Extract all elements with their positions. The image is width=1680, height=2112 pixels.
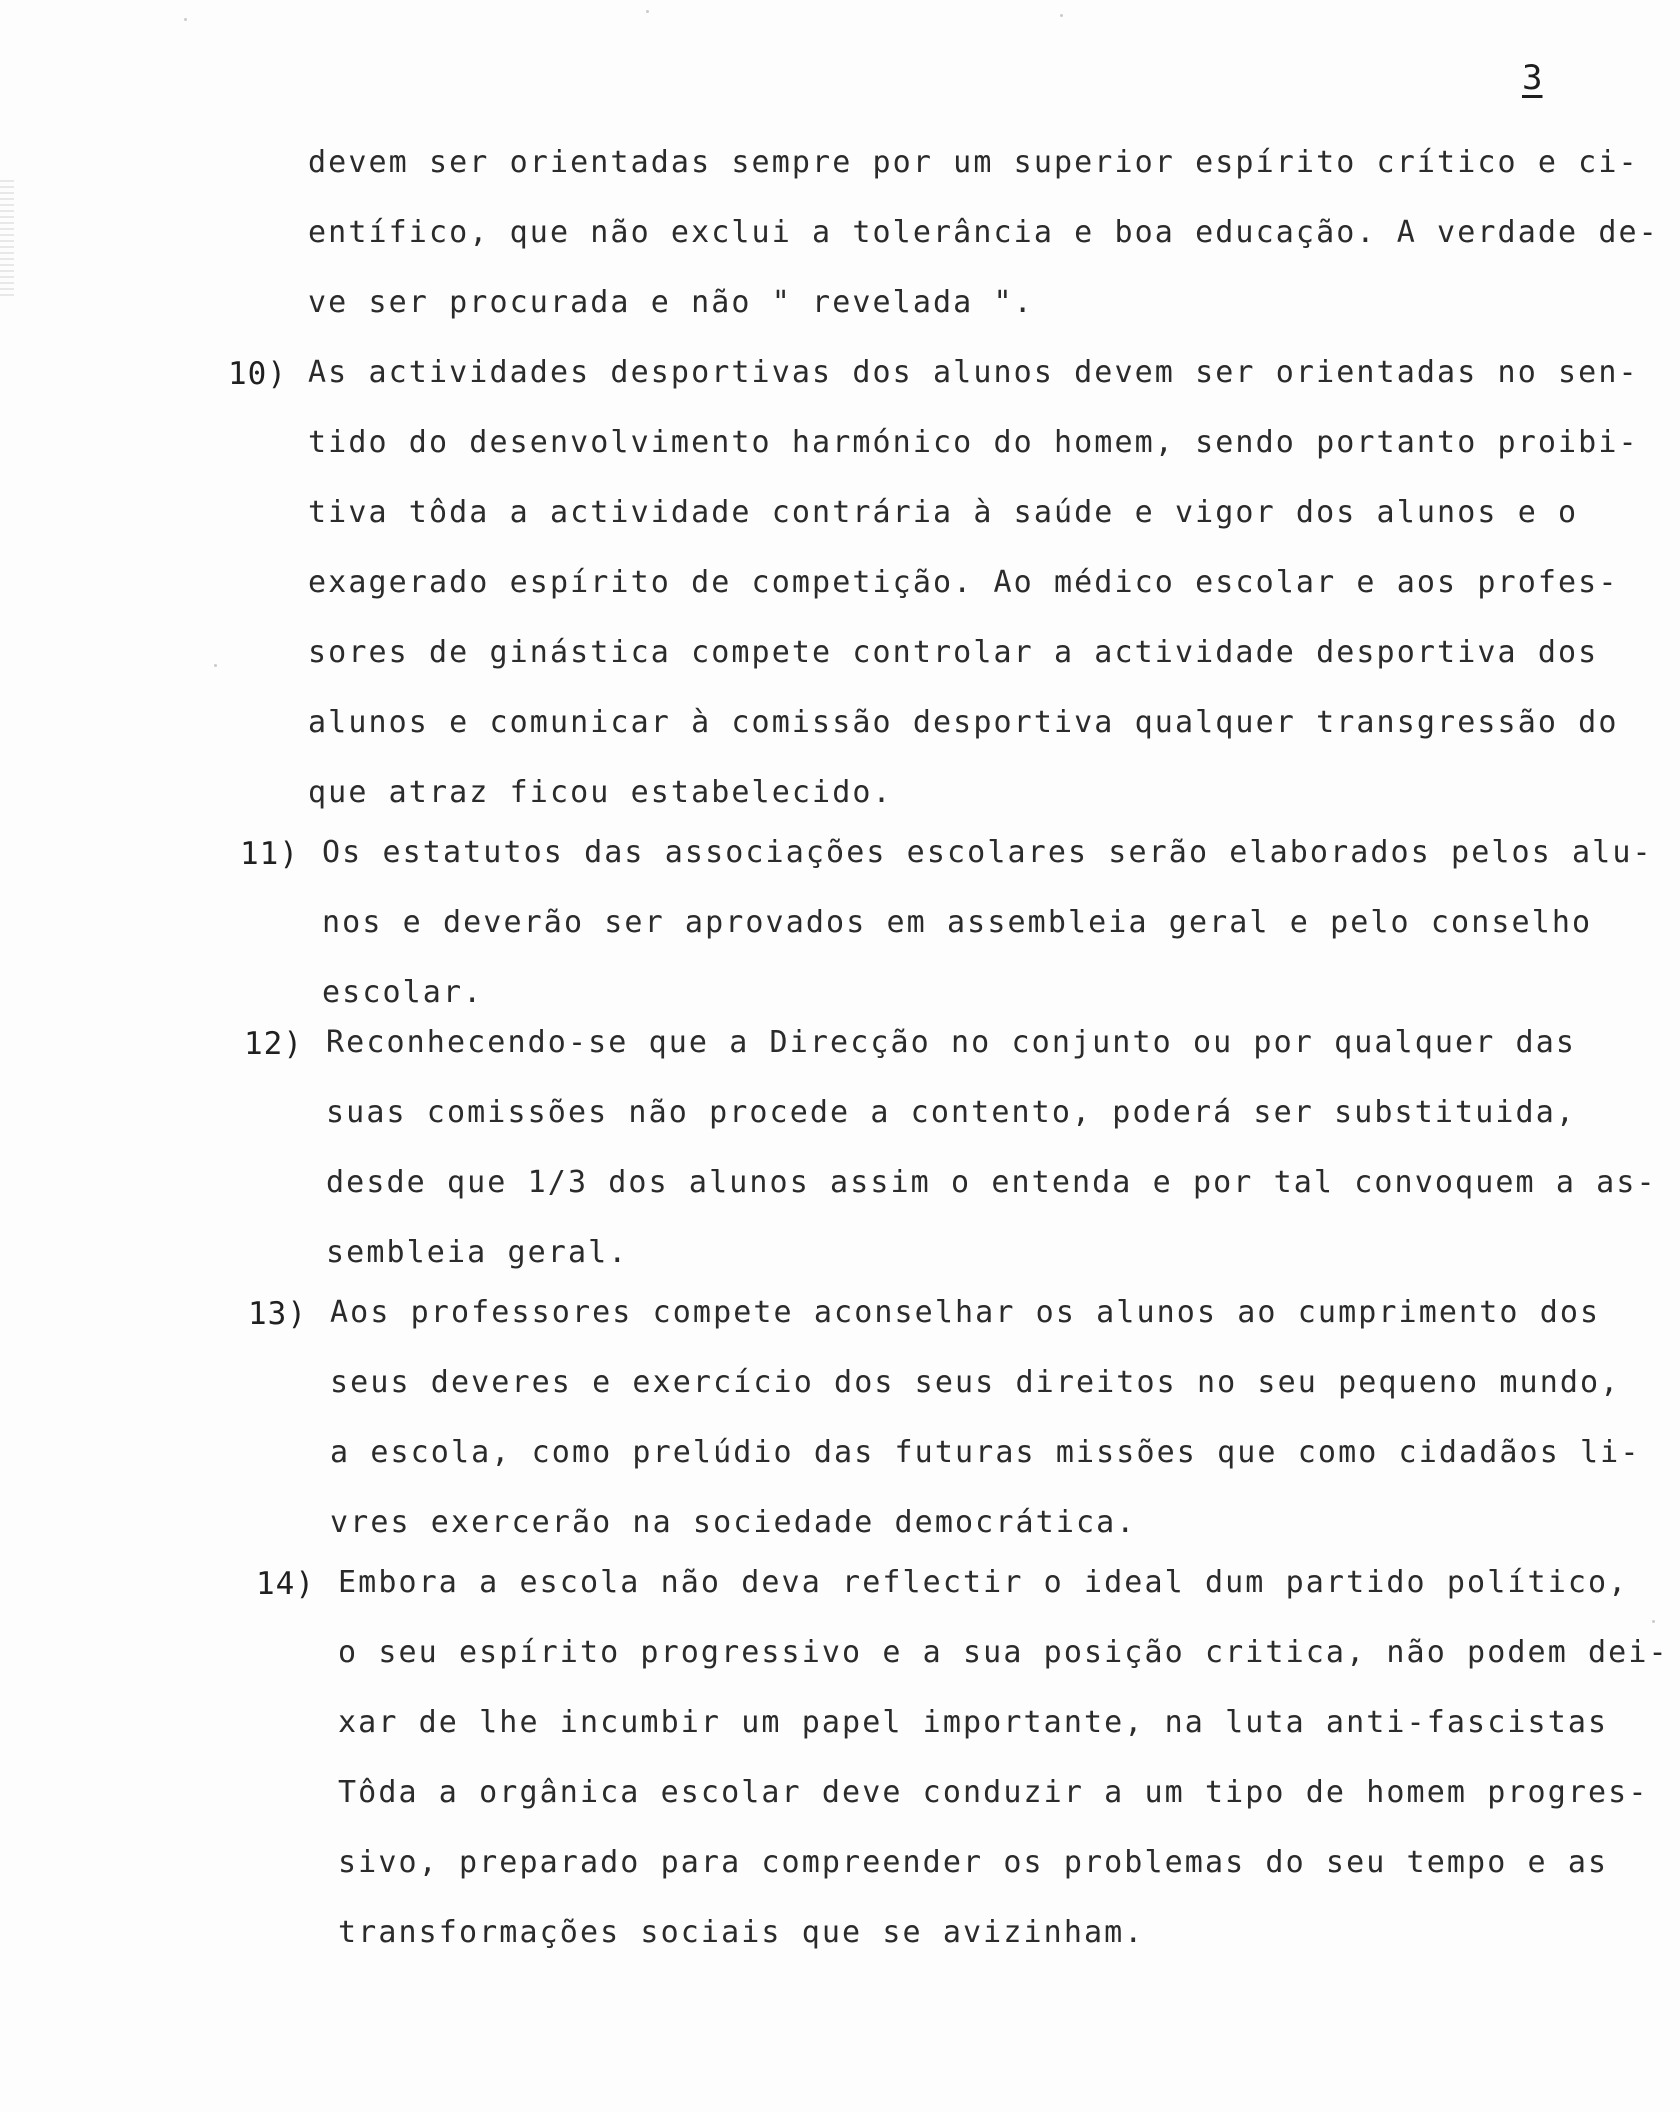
text-line: o seu espírito progressivo e a sua posição critica, não podem dei- xyxy=(338,1635,1669,1670)
scan-speck xyxy=(646,10,649,13)
text-line: vres exercerão na sociedade democrática. xyxy=(330,1505,1137,1540)
text-line: sembleia geral. xyxy=(326,1235,629,1270)
page-number: 3 xyxy=(1522,58,1543,98)
item-body xyxy=(326,1008,1657,1288)
text-line: tiva tôda a actividade contrária à saúde e vigor dos alunos e o xyxy=(308,495,1579,530)
scan-speck xyxy=(184,18,187,21)
text-line: suas comissões não procede a contento, poderá ser substituida, xyxy=(326,1095,1577,1130)
text-line: desde que 1/3 dos alunos assim o entenda e por tal convoquem a as- xyxy=(326,1165,1657,1200)
text-line: sivo, preparado para compreender os problemas do seu tempo e as xyxy=(338,1845,1609,1880)
item-body xyxy=(330,1278,1650,1558)
item-number: 12) xyxy=(244,1026,303,1062)
text-line: sores de ginástica compete controlar a actividade desportiva dos xyxy=(308,635,1599,670)
text-line: alunos e comunicar à comissão desportiva qualquer transgressão do xyxy=(308,705,1619,740)
text-line: Aos professores compete aconselhar os alunos ao cumprimento dos xyxy=(330,1295,1601,1330)
scan-speck xyxy=(1060,14,1063,17)
text-line: xar de lhe incumbir um papel importante, na luta anti-fascistas xyxy=(338,1705,1609,1740)
text-line: devem ser orientadas sempre por um superior espírito crítico e ci- xyxy=(308,145,1639,180)
text-line: Reconhecendo-se que a Direcção no conjunto ou por qualquer das xyxy=(326,1025,1577,1060)
item-number: 10) xyxy=(228,356,287,392)
continuation-paragraph xyxy=(308,128,1659,338)
text-line: escolar. xyxy=(322,975,484,1010)
text-line: tido do desenvolvimento harmónico do homem, sendo portanto proibi- xyxy=(308,425,1639,460)
text-line: a escola, como prelúdio das futuras missões que como cidadãos li- xyxy=(330,1435,1641,1470)
scan-edge-noise xyxy=(0,180,14,300)
text-line: seus deveres e exercício dos seus direitos no seu pequeno mundo, xyxy=(330,1365,1621,1400)
text-line: Embora a escola não deva reflectir o ideal dum partido político, xyxy=(338,1565,1629,1600)
text-line: ve ser procurada e não " revelada ". xyxy=(308,285,1034,320)
item-body xyxy=(322,818,1653,1028)
text-line: Tôda a orgânica escolar deve conduzir a um tipo de homem progres- xyxy=(338,1775,1649,1810)
text-line: nos e deverão ser aprovados em assembleia geral e pelo conselho xyxy=(322,905,1593,940)
text-line: transformações sociais que se avizinham. xyxy=(338,1915,1145,1950)
text-line: que atraz ficou estabelecido. xyxy=(308,775,893,810)
item-number: 14) xyxy=(256,1566,315,1602)
item-body xyxy=(308,338,1639,828)
text-line: exagerado espírito de competição. Ao médico escolar e aos profes- xyxy=(308,565,1619,600)
scan-speck xyxy=(1652,1620,1655,1623)
item-number: 11) xyxy=(240,836,299,872)
text-line: entífico, que não exclui a tolerância e boa educação. A verdade de- xyxy=(308,215,1659,250)
scan-speck xyxy=(214,664,217,667)
item-number: 13) xyxy=(248,1296,307,1332)
text-line: Os estatutos das associações escolares serão elaborados pelos alu- xyxy=(322,835,1653,870)
item-body xyxy=(338,1548,1669,1968)
text-line: As actividades desportivas dos alunos devem ser orientadas no sen- xyxy=(308,355,1639,390)
